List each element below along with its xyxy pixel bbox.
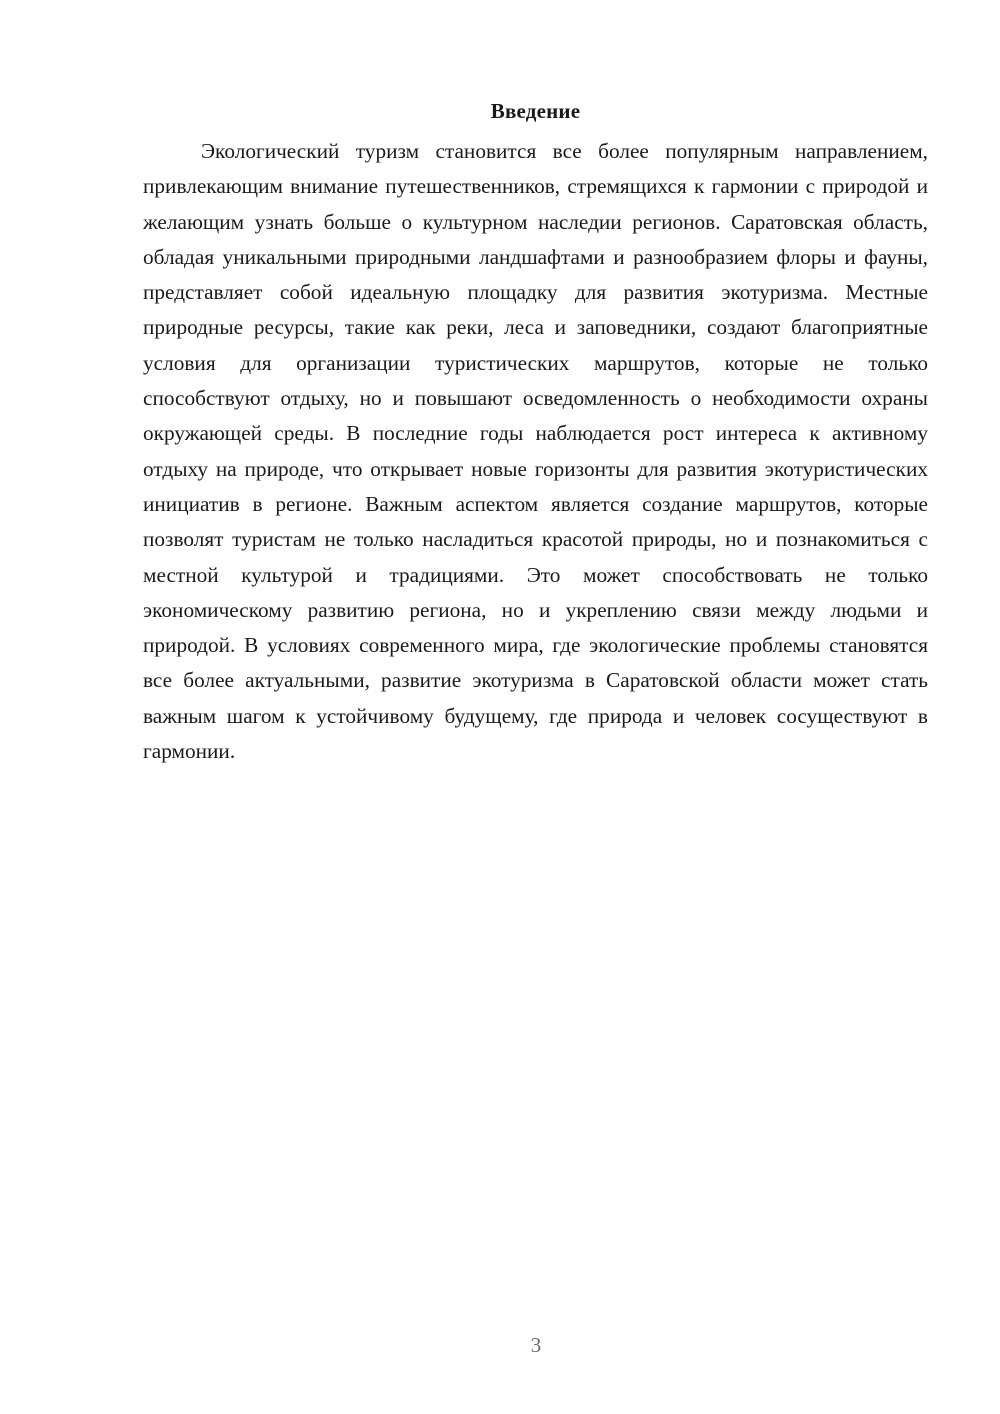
page-content	[143, 96, 928, 769]
section-title: Введение	[490, 99, 581, 123]
body-paragraph: Экологический туризм становится все более популярным направлением, привлекающим внимание путешественников, стремящихся к гармонии с природой и желающим узнать больше о культурном наследии регионов. Саратовская область, обладая уникальными природными ландшафтами и разнообразием флоры и фауны, представляет собой идеальную площадку для развития экотуризма. Местные природные ресурсы, такие как реки, леса и заповедники, создают благоприятные условия для организации туристических маршрутов, которые не только способствуют отдыху, но и повышают осведомленность о необходимости охраны окружающей среды. В последние годы наблюдается рост интереса к активному отдыху на природе, что открывает новые горизонты для развития экотуристических инициатив в регионе. Важным аспектом является создание маршрутов, которые позволят туристам не только насладиться красотой природы, но и познакомиться с местной культурой и традициями. Это может способствовать не только экономическому развитию региона, но и укреплению связи между людьми и природой. В условиях современного мира, где экологические проблемы становятся все более актуальными, развитие экотуризма в Саратовской области может стать важным шагом к устойчивому будущему, где природа и человек сосуществуют в гармонии.	[143, 139, 928, 764]
page-number: 3	[530, 1333, 542, 1357]
